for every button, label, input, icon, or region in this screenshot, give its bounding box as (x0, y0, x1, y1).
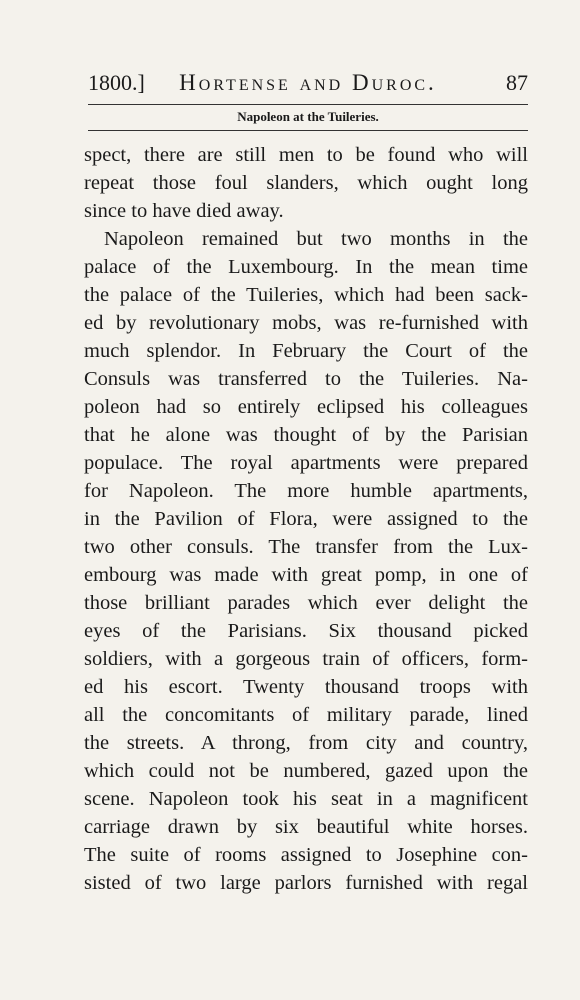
text-line: populace. The royal apartments were prepared (84, 452, 528, 474)
text-line: the streets. A throng, from city and country, (84, 732, 528, 754)
text-line: palace of the Luxembourg. In the mean time (84, 256, 528, 278)
text-line: much splendor. In February the Court of the (84, 340, 528, 362)
text-line: poleon had so entirely eclipsed his colleagues (84, 396, 528, 418)
header-rule-top (88, 104, 528, 105)
text-line: Napoleon remained but two months in the (104, 228, 528, 250)
running-head (88, 68, 528, 98)
text-line: carriage drawn by six beautiful white horses. (84, 816, 528, 838)
header-year: 1800.] (88, 70, 145, 95)
text-line: eyes of the Parisians. Six thousand picked (84, 620, 528, 642)
text-line: spect, there are still men to be found who will (84, 144, 528, 166)
text-line: repeat those foul slanders, which ought long (84, 172, 528, 194)
text-line: since to have died away. (84, 200, 284, 222)
text-line: which could not be numbered, gazed upon the (84, 760, 528, 782)
text-line: scene. Napoleon took his seat in a magnificent (84, 788, 528, 810)
body-text (84, 141, 528, 897)
text-line: ed by revolutionary mobs, was re-furnished with (84, 312, 528, 334)
text-line: that he alone was thought of by the Parisian (84, 424, 528, 446)
text-line: soldiers, with a gorgeous train of officers, form- (84, 648, 528, 670)
text-line: The suite of rooms assigned to Josephine con- (84, 844, 528, 866)
header-title: Hortense and Duroc. (179, 70, 437, 95)
text-line: all the concomitants of military parade, lined (84, 704, 528, 726)
page-number: 87 (506, 70, 528, 95)
text-line: those brilliant parades which ever delight the (84, 592, 528, 614)
text-line: the palace of the Tuileries, which had been sack- (84, 284, 528, 306)
subheading: Napoleon at the Tuileries. (237, 109, 379, 124)
text-line: two other consuls. The transfer from the Lux- (84, 536, 528, 558)
text-line: in the Pavilion of Flora, were assigned to the (84, 508, 528, 530)
text-line: Consuls was transferred to the Tuileries. Na- (84, 368, 528, 390)
text-line: ed his escort. Twenty thousand troops with (84, 676, 528, 698)
text-line: sisted of two large parlors furnished with regal (84, 872, 528, 894)
text-line: for Napoleon. The more humble apartments, (84, 480, 528, 502)
header-rule-bottom (88, 130, 528, 131)
text-line: embourg was made with great pomp, in one of (84, 564, 528, 586)
